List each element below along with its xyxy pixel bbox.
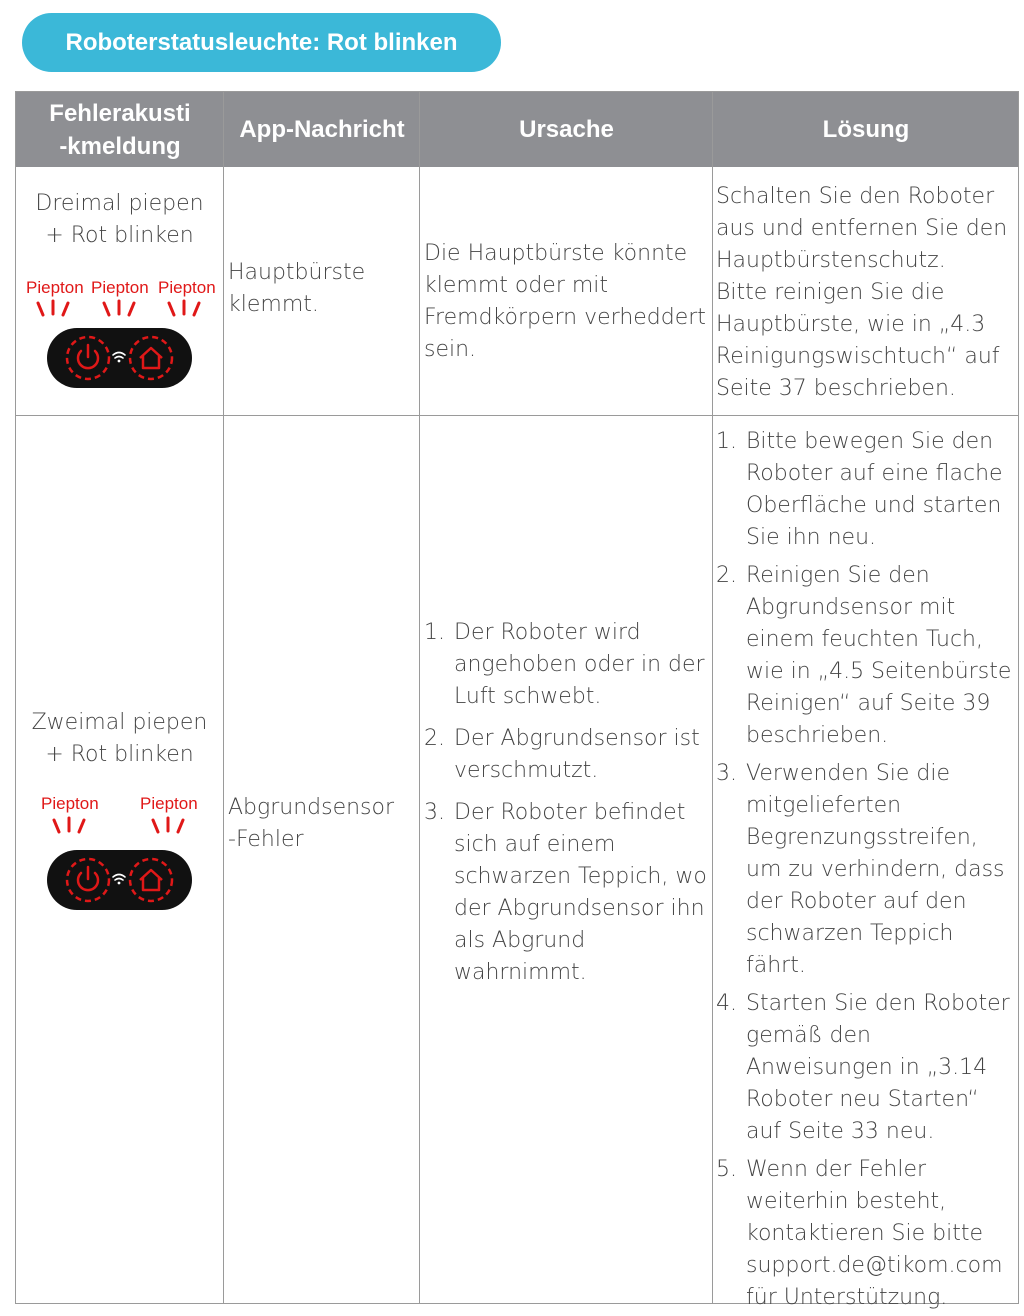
home-ring-icon bbox=[130, 337, 172, 379]
list-text: Der Abgrundsensor ist verschmutzt. bbox=[454, 726, 700, 783]
list-text: Bitte bewegen Sie den Roboter auf eine flache Oberfläche und starten Sie ihn neu. bbox=[746, 429, 1003, 550]
section-title-pill bbox=[22, 13, 501, 72]
list-item bbox=[424, 617, 712, 713]
robot-button-panel bbox=[47, 328, 192, 388]
beep-label: Piepton bbox=[41, 794, 99, 813]
list-item bbox=[716, 758, 1016, 982]
header-solution: Lösung bbox=[822, 116, 910, 143]
list-number: 3. bbox=[716, 761, 737, 786]
list-text: Der Roboter wird angehoben oder in der Luft schwebt. bbox=[454, 620, 705, 709]
row1-sound: Dreimal piepen + Rot blinken bbox=[35, 191, 204, 248]
beep-label: Piepton bbox=[158, 278, 216, 297]
list-number: 1. bbox=[716, 429, 737, 454]
list-text: Der Roboter befindet sich auf einem schwarzen Teppich, wo der Abgrundsensor ihn als Abgrund wahrnimmt. bbox=[454, 800, 707, 985]
header-cause: Ursache bbox=[519, 116, 614, 143]
robot-button-panel bbox=[47, 850, 192, 910]
list-item bbox=[716, 426, 1016, 554]
list-number: 2. bbox=[424, 726, 445, 751]
beep-label: Piepton bbox=[26, 278, 84, 297]
power-icon bbox=[78, 867, 98, 890]
list-item bbox=[424, 797, 712, 989]
header-app-message: App-Nachricht bbox=[239, 116, 405, 143]
list-number: 4. bbox=[716, 991, 737, 1016]
beep-rays-icon bbox=[34, 299, 204, 319]
row2-solution-list bbox=[716, 426, 1016, 1314]
wifi-icon bbox=[113, 353, 125, 363]
list-item bbox=[716, 988, 1016, 1148]
list-number: 2. bbox=[716, 563, 737, 588]
column-divider bbox=[419, 92, 420, 1303]
header-sound-alert: Fehlerakusti -kmeldung bbox=[49, 99, 191, 160]
list-text: Reinigen Sie den Abgrundsensor mit einem feuchten Tuch, wie in „4.5 Seitenbürste Reinigen“ auf Seite 39 beschrieben. bbox=[746, 563, 1012, 748]
home-icon bbox=[140, 870, 162, 890]
beep-rays-icon bbox=[50, 816, 200, 836]
row1-cause: Die Hauptbürste könnte klemmt oder mit Fremdkörpern verheddert sein. bbox=[424, 241, 706, 362]
column-divider bbox=[223, 92, 224, 1303]
beep-label: Piepton bbox=[91, 278, 149, 297]
row-divider bbox=[16, 415, 1018, 416]
list-number: 3. bbox=[424, 800, 445, 825]
list-item bbox=[716, 1154, 1016, 1314]
column-divider bbox=[712, 92, 713, 1303]
list-number: 5. bbox=[716, 1157, 737, 1182]
wifi-icon bbox=[113, 875, 125, 885]
home-ring-icon bbox=[130, 859, 172, 901]
row1-solution: Schalten Sie den Roboter aus und entfernen Sie den Hauptbürstenschutz. Bitte reinigen Sie die Hauptbürste, wie in „4.3 Reinigungswischtuch“ auf Seite 37 beschrieben. bbox=[716, 184, 1008, 401]
table-header bbox=[16, 92, 1018, 167]
power-icon bbox=[78, 345, 98, 368]
robot-panel-icons bbox=[47, 850, 192, 910]
error-table bbox=[15, 91, 1019, 1310]
row1-app-message: Hauptbürste klemmt. bbox=[228, 260, 366, 317]
list-text: Verwenden Sie die mitgelieferten Begrenzungsstreifen, um zu verhindern, dass der Roboter auf den schwarzen Teppich fährt. bbox=[746, 761, 1005, 978]
section-title: Roboterstatusleuchte: Rot blinken bbox=[65, 28, 458, 56]
home-icon bbox=[140, 348, 162, 368]
list-text: Wenn der Fehler weiterhin besteht, kontaktieren Sie bitte support.de@tikom.com für Unterstützung. bbox=[746, 1157, 1003, 1310]
list-item bbox=[424, 723, 712, 787]
row2-cause-list bbox=[424, 617, 712, 989]
list-item bbox=[716, 560, 1016, 752]
list-text: Starten Sie den Roboter gemäß den Anweisungen in „3.14 Roboter neu Starten“ auf Seite 33 neu. bbox=[746, 991, 1010, 1144]
robot-panel-icons bbox=[47, 328, 192, 388]
row2-app-message: Abgrundsensor -Fehler bbox=[228, 795, 395, 852]
beep-label: Piepton bbox=[140, 794, 198, 813]
list-number: 1. bbox=[424, 620, 445, 645]
row2-sound: Zweimal piepen + Rot blinken bbox=[31, 710, 208, 767]
